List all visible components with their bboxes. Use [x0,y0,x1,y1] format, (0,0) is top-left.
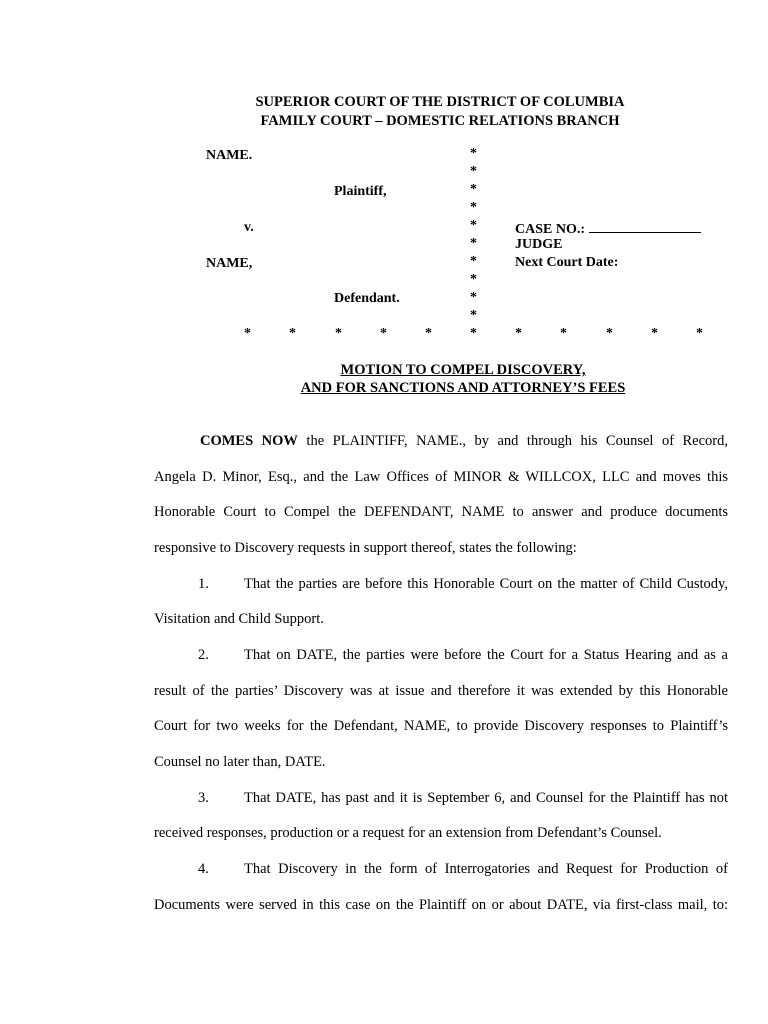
divider-star: * [696,326,703,341]
case-number-field [515,220,701,238]
divider-star: * [244,326,251,341]
paragraph-2-line-1: That on DATE, the parties were before the Court for a Status Hearing and as a [244,647,728,663]
intro-line-4: responsive to Discovery requests in support thereof, states the following: [154,540,577,556]
divider-star: * [335,326,342,341]
paragraph-4-line-1: That Discovery in the form of Interrogatories and Request for Production of [244,861,728,877]
court-name: SUPERIOR COURT OF THE DISTRICT OF COLUMBIA [255,94,625,110]
case-number-label: CASE NO.: [515,222,586,237]
paragraph-number: 3. [198,790,209,806]
comes-now: COMES NOW [200,433,298,449]
paragraph-4-line-2: Documents were served in this case on the Plaintiff on or about DATE, via first-class mail, to: [154,897,728,913]
case-number-blank [589,220,701,233]
paragraph-1-line-1: That the parties are before this Honorable Court on the matter of Child Custody, [244,576,728,592]
plaintiff-label: Plaintiff, [334,184,387,199]
paragraph-number: 4. [198,861,209,877]
intro-text: the PLAINTIFF, NAME., by and through his Counsel of Record, [297,433,729,449]
caption-star: * [470,254,477,269]
divider-star: * [606,326,613,341]
caption-star: * [470,272,477,287]
paragraph-2-line-3: Court for two weeks for the Defendant, NAME, to provide Discovery responses to Plaintiff’s [154,718,728,734]
caption-star: * [470,218,477,233]
defendant-label: Defendant. [334,291,400,306]
divider-star: * [651,326,658,341]
motion-title: MOTION TO COMPEL DISCOVERY, [340,362,586,378]
versus: v. [244,220,254,235]
divider-star: * [470,326,477,341]
caption-star: * [470,236,477,251]
intro-line-2: Angela D. Minor, Esq., and the Law Offices of MINOR & WILLCOX, LLC and moves this [154,469,728,485]
caption-star: * [470,182,477,197]
intro-line-3: Honorable Court to Compel the DEFENDANT, NAME to answer and produce documents [154,504,728,520]
paragraph-number: 1. [198,576,209,592]
paragraph-3-line-2: received responses, production or a request for an extension from Defendant’s Counsel. [154,825,662,841]
paragraph-2-line-4: Counsel no later than, DATE. [154,754,326,770]
caption-star: * [470,146,477,161]
caption-star: * [470,290,477,305]
paragraph-number: 2. [198,647,209,663]
defendant-name: NAME, [206,256,253,271]
judge-label: JUDGE [515,237,563,252]
caption-star: * [470,308,477,323]
plaintiff-name: NAME. [206,148,253,163]
next-court-date-label: Next Court Date: [515,255,619,270]
divider-star: * [380,326,387,341]
divider-star: * [515,326,522,341]
motion-title-line2: AND FOR SANCTIONS AND ATTORNEY’S FEES [300,380,626,396]
caption-star: * [470,200,477,215]
paragraph-1-line-2: Visitation and Child Support. [154,611,324,627]
paragraph-2-line-2: result of the parties’ Discovery was at issue and therefore it was extended by this Honorable [154,683,728,699]
caption-star: * [470,164,477,179]
divider-star: * [560,326,567,341]
paragraph-3-line-1: That DATE, has past and it is September 6, and Counsel for the Plaintiff has not [244,790,728,806]
divider-star: * [425,326,432,341]
court-branch: FAMILY COURT – DOMESTIC RELATIONS BRANCH [260,113,620,129]
divider-star: * [289,326,296,341]
intro-line-1 [200,433,728,450]
